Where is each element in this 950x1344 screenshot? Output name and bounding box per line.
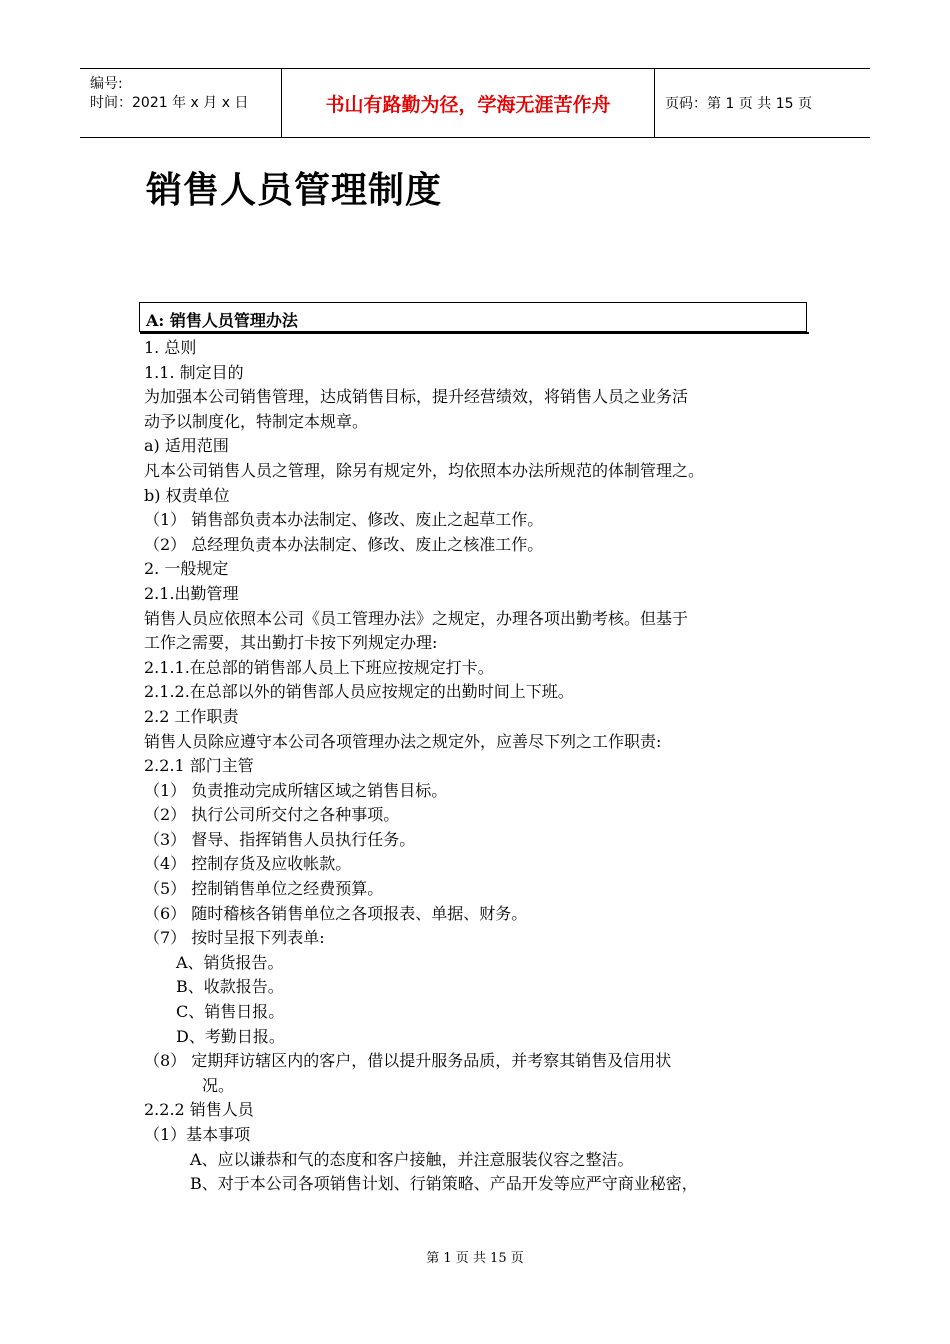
document-title: 销售人员管理制度 (146, 170, 443, 211)
number-label: 编号: (90, 76, 123, 92)
text-line: A、应以谦恭和气的态度和客户接触，并注意服装仪容之整洁。 (190, 1149, 634, 1169)
text-line: 2.2 工作职责 (144, 706, 239, 726)
text-line: a) 适用范围 (144, 436, 229, 456)
text-line: A、销货报告。 (176, 952, 284, 972)
text-line: 销售人员应依照本公司《员工管理办法》之规定，办理各项出勤考核。但基于 (144, 608, 689, 628)
text-line: （1）基本事项 (144, 1125, 251, 1144)
text-line: （2） 执行公司所交付之各种事项。 (144, 805, 400, 825)
text-line: 凡本公司销售人员之管理，除另有规定外，均依照本办法所规范的体制管理之。 (144, 460, 705, 480)
text-line: 2.1.1.在总部的销售部人员上下班应按规定打卡。 (144, 657, 494, 677)
text-line: （3） 督导、指挥销售人员执行任务。 (144, 829, 416, 849)
text-line: （7） 按时呈报下列表单: (144, 928, 325, 948)
text-line: b) 权责单位 (144, 485, 230, 505)
section-heading: A: 销售人员管理办法 (146, 311, 298, 330)
text-line: B、收款报告。 (176, 977, 284, 997)
text-line: 2. 一般规定 (144, 559, 229, 579)
text-line: （4） 控制存货及应收帐款。 (144, 854, 352, 874)
text-line: 况。 (202, 1075, 235, 1095)
text-line: B、对于本公司各项销售计划、行销策略、产品开发等应严守商业秘密， (190, 1174, 698, 1194)
text-line: 动予以制度化，特制定本规章。 (144, 411, 369, 431)
text-line: （8） 定期拜访辖区内的客户，借以提升服务品质，并考察其销售及信用状 (144, 1051, 672, 1071)
text-line: 1. 总则 (144, 338, 197, 357)
text-line: （5） 控制销售单位之经费预算。 (144, 879, 384, 899)
text-line: 1.1. 制定目的 (144, 362, 244, 382)
text-line: 销售人员除应遵守本公司各项管理办法之规定外，应善尽下列之工作职责: (144, 731, 662, 751)
document-body (144, 336, 808, 1197)
page-footer: 第 1 页 共 15 页 (426, 1251, 524, 1266)
page-header (80, 68, 870, 138)
header-motto: 书山有路勤为径，学海无涯苦作舟 (281, 69, 655, 137)
text-line: 2.2.1 部门主管 (144, 756, 254, 776)
time-label: 时间：2021 年 x 月 x 日 (90, 95, 249, 111)
text-line: C、销售日报。 (176, 1002, 285, 1022)
text-line: （1） 销售部负责本办法制定、修改、废止之起草工作。 (144, 510, 544, 530)
header-page-info: 页码：第 1 页 共 15 页 (665, 96, 812, 112)
text-line: 为加强本公司销售管理，达成销售目标，提升经营绩效，将销售人员之业务活 (144, 387, 689, 407)
text-line: 2.1.2.在总部以外的销售部人员应按规定的出勤时间上下班。 (144, 682, 574, 702)
section-heading-box (139, 302, 807, 332)
text-line: D、考勤日报。 (176, 1026, 285, 1046)
text-line: 工作之需要，其出勤打卡按下列规定办理: (144, 633, 438, 653)
text-line: （1） 负责推动完成所辖区域之销售目标。 (144, 780, 448, 800)
text-line: （2） 总经理负责本办法制定、修改、废止之核准工作。 (144, 534, 544, 554)
text-line: （6） 随时稽核各销售单位之各项报表、单据、财务。 (144, 903, 528, 923)
text-line: 2.1.出勤管理 (144, 583, 239, 603)
header-meta (80, 69, 280, 137)
text-line: 2.2.2 销售人员 (144, 1100, 254, 1120)
